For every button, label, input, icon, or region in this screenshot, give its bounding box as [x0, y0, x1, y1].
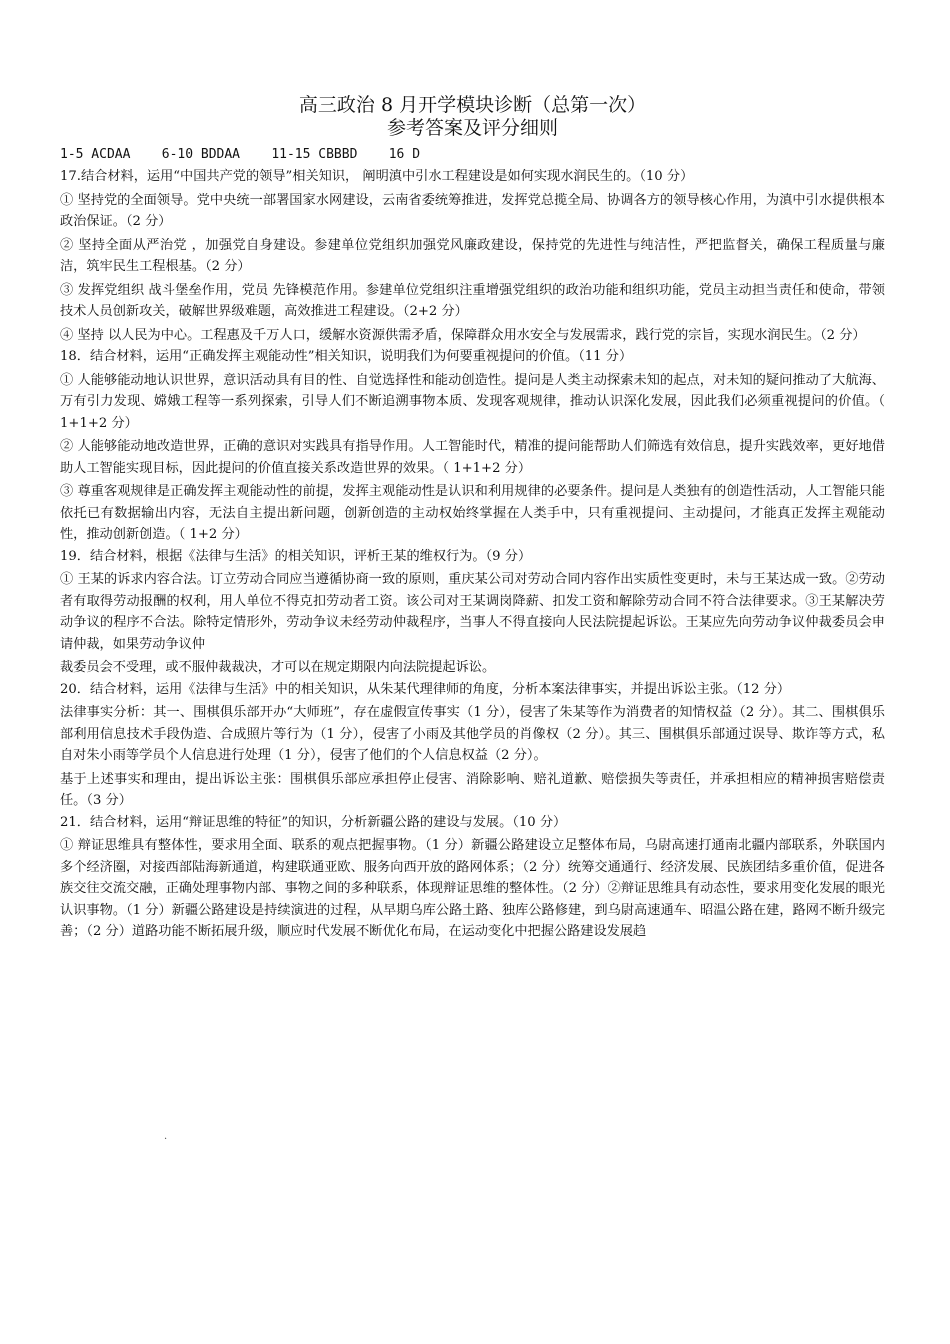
question-18-point-1: ① 人能够能动地认识世界，意识活动具有目的性、自觉选择性和能动创造性。提问是人类主动探索未知的起点，对未知的疑问推动了大航海、万有引力发现、嫦娥工程等一系列探索，引导人们不断追溯事物本质、发现客观规律，推动认识深化发展，因此我们必须重视提问的价值。（ 1+1+2 分）: [60, 372, 885, 431]
question-21-point-1: ① 辩证思维具有整体性，要求用全面、联系的观点把握事物。（1 分）新疆公路建设立足整体布局，乌尉高速打通南北疆内部联系，外联国内多个经济圈，对接西部陆海新通道，构建联通亚欧、服务向西开放的路网体系；（2 分）统筹交通通行、经济发展、民族团结多重价值，促进各族交往交流交融，正确处理事物内部、事物之间的多种联系，体现辩证思维的整体性。（2 分）②辩证思维具有动态性，要求用变化发展的眼光认识事物。（1 分）新疆公路建设是持续演进的过程，从早期乌库公路土路、独库公路修建，到乌尉高速通车、昭温公路在建，路网不断升级完善；（2 分）道路功能不断拓展升级，顺应时代发展不断优化布局，在运动变化中把握公路建设发展趋: [60, 838, 885, 939]
question-17-prompt: 17.结合材料，运用“中国共产党的领导”相关知识， 阐明滇中引水工程建设是如何实现水润民生的。（10 分）: [60, 169, 694, 184]
document-title-line1: 高三政治 8 月开学模块诊断（总第一次）: [298, 94, 647, 116]
question-17-point-2: ② 坚持全面从严治党 ，加强党自身建设。参建单位党组织加强党风廉政建设，保持党的先进性与纯洁性，严把监督关，确保工程质量与廉洁，筑牢民生工程根基。（2 分）: [60, 237, 885, 274]
question-19-prompt: 19．结合材料，根据《法律与生活》的相关知识，评析王某的维权行为。（9 分）: [60, 548, 532, 564]
question-19-point-1: ① 王某的诉求内容合法。订立劳动合同应当遵循协商一致的原则，重庆某公司对劳动合同内容作出实质性变更时，未与王某达成一致。②劳动者有取得劳动报酬的权利，用人单位不得克扣劳动者工资。该公司对王某调岗降薪、扣发工资和解除劳动合同不符合法律要求。③王某解决劳动争议的程序不合法。除特定情形外，劳动争议未经劳动仲裁程序，当事人不得直接向人民法院提起诉讼。王某应先向劳动争议仲裁委员会申请仲裁，如果劳动争议仲: [60, 572, 885, 652]
question-21-section: [60, 812, 885, 943]
question-18-prompt: 18．结合材料，运用“正确发挥主观能动性”相关知识，说明我们为何要重视提问的价值。（11 分）: [60, 349, 633, 364]
question-20-prompt: 20．结合材料，运用《法律与生活》中的相关知识，从朱某代理律师的角度，分析本案法律事实，并提出诉讼主张。（12 分）: [60, 681, 791, 697]
question-20-section: [60, 679, 885, 812]
question-17-section: [60, 166, 885, 346]
document-title-line2: 参考答案及评分细则: [386, 117, 558, 139]
question-17-point-3: ③ 发挥党组织 战斗堡垒作用，党员 先锋模范作用。参建单位党组织注重增强党组织的政治功能和组织功能，党员主动担当责任和使命，带领技术人员创新攻关，破解世界级难题，高效推进工程建设。（2+2 分）: [60, 282, 885, 319]
question-19-point-2: 裁委员会不受理，或不服仲裁裁决，才可以在规定期限内向法院提起诉讼。: [60, 660, 496, 675]
question-18-point-3: ③ 尊重客观规律是正确发挥主观能动性的前提，发挥主观能动性是认识和利用规律的必要条件。提问是人类独有的创造性活动，人工智能只能依托已有数据输出内容，无法自主提出新问题，创新创造的主动权始终掌握在人类手中，只有重视提问、主动提问，才能真正发挥主观能动性，推动创新创造。（ 1+2 分）: [60, 484, 885, 542]
question-20-point-1: 法律事实分析：其一、围棋俱乐部开办“大师班”，存在虚假宣传事实（1 分），侵害了朱某等作为消费者的知情权益（2 分）。其二、围棋俱乐部利用信息技术手段伪造、合成照片等行为（1 分），侵害了小雨及其他学员的肖像权（2 分）。其三、围棋俱乐部通过误导、欺诈等方式，私自对朱小雨等学员个人信息进行处理（1 分），侵害了他们的个人信息权益（2 分）。: [60, 705, 885, 763]
choice-answers: 1-5 ACDAA 6-10 BDDAA 11-15 CBBBD 16 D: [60, 147, 421, 162]
question-17-point-4: ④ 坚持 以人民为中心。工程惠及千万人口，缓解水资源供需矛盾，保障群众用水安全与发展需求，践行党的宗旨，实现水润民生。（2 分）: [60, 327, 866, 343]
question-18-point-2: ② 人能够能动地改造世界，正确的意识对实践具有指导作用。人工智能时代，精准的提问能帮助人们筛选有效信息，提升实践效率，更好地借助人工智能实现目标，因此提问的价值直接关系改造世界的效果。（ 1+1+2 分）: [60, 439, 885, 476]
question-17-point-1: ① 坚持党的全面领导。党中央统一部署国家水网建设，云南省委统筹推进，发挥党总揽全局、协调各方的领导核心作用，为滇中引水提供根本政治保证。（2 分）: [60, 192, 885, 229]
question-18-section: [60, 346, 885, 546]
footer-mark: ·: [164, 1134, 168, 1145]
question-20-point-2: 基于上述事实和理由，提出诉讼主张：围棋俱乐部应承担停止侵害、消除影响、赔礼道歉、赔偿损失等责任，并承担相应的精神损害赔偿责任。（3 分）: [60, 771, 885, 808]
question-21-prompt: 21．结合材料，运用“辩证思维的特征”的知识，分析新疆公路的建设与发展。（10 分）: [60, 814, 567, 830]
answer-document: [60, 94, 885, 943]
question-19-section: [60, 546, 885, 679]
